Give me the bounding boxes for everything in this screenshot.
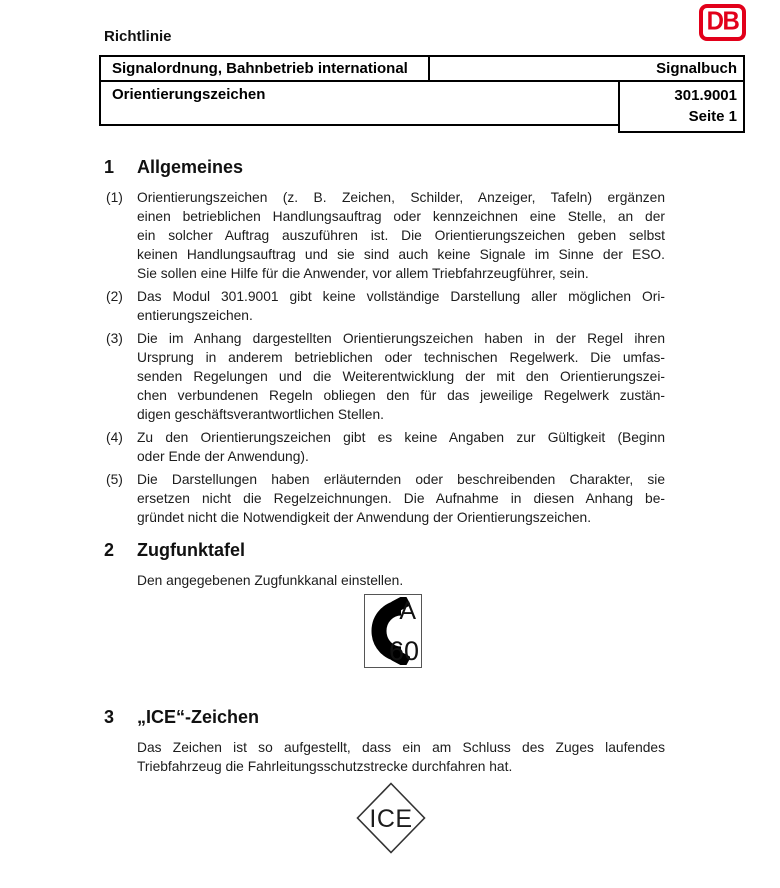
text-line: Die Darstellungen haben erläuternden oder beschreibenden Charakter, sie [137,472,665,487]
paragraph-body [137,428,665,466]
section-title: Allgemeines [137,157,244,177]
zugfunktafel-figure [137,594,665,668]
text-line: oder Ende der Anwendung). [137,449,309,464]
section-heading [104,156,665,178]
section-title: Zugfunktafel [137,540,245,560]
text-line: Orientierungszeichen (z. B. Zeichen, Schilder, Anzeiger, Tafeln) ergänzen [137,190,665,205]
section-ice-zeichen [104,706,665,854]
zugfunk-sign [364,594,422,668]
text-line: Den angegebenen Zugfunkkanal einstellen. [137,573,404,588]
paragraph-marker: (5) [106,472,123,487]
paragraph [104,428,665,466]
section-title: „ICE“-Zeichen [137,707,260,727]
ice-figure [137,782,665,854]
section-number: 3 [104,707,115,727]
doc-type-label: Richtlinie [104,28,172,45]
paragraph-body [137,738,665,776]
paragraph-body [137,571,665,590]
text-line: ersetzen nicht die Regelzeichnungen. Die Aufnahme in diesen Anhang be- [137,491,665,506]
paragraph [104,188,665,283]
text-line: ein solcher Auftrag auszuführen ist. Die Orientierungszeichen geben selbst [137,228,665,243]
paragraph-marker: (2) [106,289,123,304]
text-line: einen betrieblichen Handlungsauftrag oder kennzeichnen eine Stelle, an der [137,209,665,224]
page-number: Seite 1 [688,108,737,125]
section-allgemeines [104,156,665,527]
paragraph [104,738,665,776]
text-line: keinen Handlungsauftrag und sie sind auch keine Signale im Sinne der ESO. [137,247,665,262]
section-paragraphs [104,188,665,527]
paragraph-body [137,287,665,325]
text-line: Das Modul 301.9001 gibt keine vollständige Darstellung aller möglichen Ori- [137,289,665,304]
db-logo [699,4,746,41]
text-line: chen verbundenen Regeln obliegen den für das jeweilige Regelwerk zustän- [137,388,665,403]
text-line: entierungszeichen. [137,308,253,323]
header-row-1 [99,55,745,82]
paragraph-marker [104,738,137,776]
section-heading [104,706,665,728]
section-heading [104,539,665,561]
channel-letter: A [399,597,416,625]
text-line: gründet nicht die Notwendigkeit der Anwendung der Orientierungszeichen. [137,510,592,525]
paragraph [104,470,665,527]
section-paragraphs [104,738,665,776]
header-module-title: Orientierungszeichen [99,80,620,126]
section-paragraphs [104,571,665,590]
module-number: 301.9001 [674,87,737,104]
header-book-title: Signalbuch [656,60,737,77]
paragraph [104,571,665,590]
paragraph-marker: (1) [106,190,123,205]
text-line: Das Zeichen ist so aufgestellt, dass ein am Schluss des Zuges laufendes [137,740,665,755]
paragraph-body [137,329,665,424]
text-line: digen geschäftsverantwortlichen Stellen. [137,407,384,422]
text-line: Zu den Orientierungszeichen gibt es keine Angaben zur Gültigkeit (Beginn [137,430,665,445]
paragraph [104,329,665,424]
text-line: Triebfahrzeug die Fahrleitungsschutzstrecke durchfahren hat. [137,759,513,774]
paragraph-body [137,470,665,527]
paragraph-body [137,188,665,283]
section-number: 2 [104,540,115,560]
ice-label: ICE [369,805,413,833]
section-zugfunktafel [104,539,665,668]
db-logo-text: DB [706,6,739,37]
ice-diamond-sign [356,782,426,854]
paragraph-marker: (4) [106,430,123,445]
text-line: Die im Anhang dargestellten Orientierungszeichen haben in der Regel ihren [137,331,665,346]
paragraph-marker [104,571,137,590]
text-line: Sie sollen eine Hilfe für die Anwender, vor allem Triebfahrzeugführer, sein. [137,266,589,281]
header-module-box [618,80,745,133]
text-line: senden Regelungen und die Weiterentwicklung der mit den Orientierungszei- [137,369,665,384]
paragraph [104,287,665,325]
paragraph-marker: (3) [106,331,123,346]
channel-number: 60 [388,636,419,666]
text-line: Ursprung in anderem betrieblichen oder technischen Regelwerk. Die umfas- [137,350,665,365]
section-number: 1 [104,157,115,177]
document-body [104,156,665,854]
header-doc-title: Signalordnung, Bahnbetrieb international [101,57,430,80]
